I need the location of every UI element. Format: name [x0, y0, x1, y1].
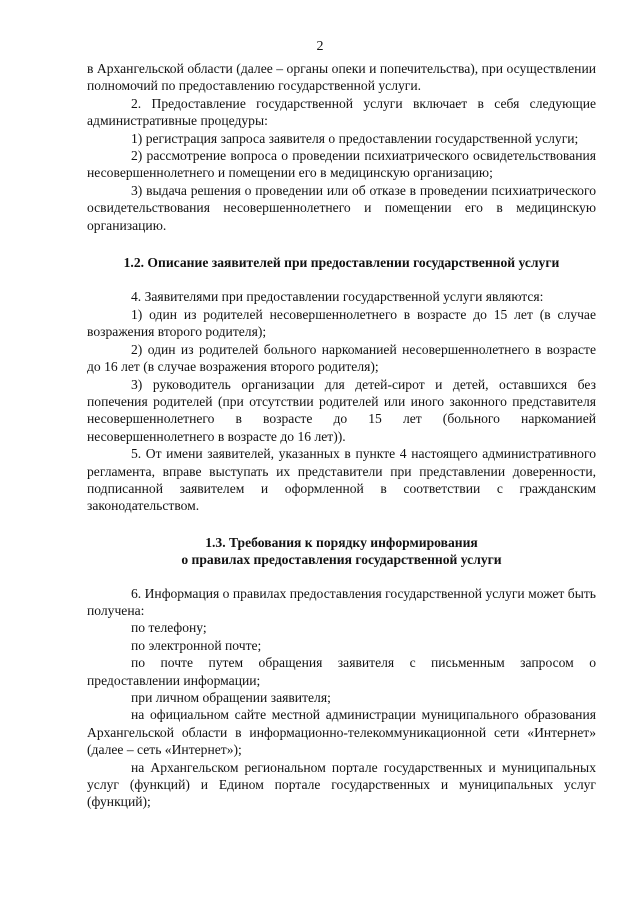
section-heading: [87, 534, 596, 569]
list-item: при личном обращении заявителя;: [131, 690, 331, 705]
paragraph: 4. Заявителями при предоставлении государственной услуги являются:: [131, 289, 544, 305]
list-item: по почте путем обращения заявителя с письменным запросом о предоставлении информации;: [87, 655, 596, 688]
list-item: 3) руководитель организации для детей-сирот и детей, оставшихся без попечения родителей (при отсутствии родителей или иного законного представителя несовершеннолетнего в возрасте до 15 лет (больного наркоманией несовершеннолетнего в возрасте до 16 лет)).: [87, 376, 596, 444]
section-heading: 1.2. Описание заявителей при предоставлении государственной услуги: [123, 255, 560, 271]
page-number: 2: [316, 39, 324, 54]
list-item: на официальном сайте местной администрации муниципального образования Архангельской области в информационно-телекоммуникационной сети «Интернет» (далее – сеть «Интернет»);: [87, 707, 596, 758]
paragraph: 5. От имени заявителей, указанных в пункте 4 настоящего административного регламента, вправе выступать их представители при представлении доверенности, подписанной заявителем и оформленной в соответствии с гражданским законодательством.: [87, 446, 596, 514]
list-item: 2) один из родителей больного наркоманией несовершеннолетнего в возрасте до 16 лет (в случае возражения второго родителя);: [87, 341, 596, 375]
paragraph: в Архангельской области (далее – органы опеки и попечительства), при осуществлении полномочий по предоставлению государственной услуги.: [87, 61, 596, 94]
list-item: 2) рассмотрение вопроса о проведении психиатрического освидетельствования несовершеннолетнего и помещении его в медицинскую организацию;: [87, 148, 596, 181]
list-item: 1) один из родителей несовершеннолетнего в возрасте до 15 лет (в случае возражения второго родителя);: [87, 306, 596, 340]
list-item: по электронной почте;: [131, 637, 262, 653]
list-item: на Архангельском региональном портале государственных и муниципальных услуг (функций) и Едином портале государственных и муниципальных услуг (функций);: [87, 759, 596, 810]
section-heading-line: о правилах предоставления государственной услуги: [181, 552, 502, 568]
section-heading-line: 1.3. Требования к порядку информирования: [205, 534, 478, 550]
list-item: 3) выдача решения о проведении или об отказе в проведении психиатрического освидетельствования несовершеннолетнего и помещении его в медицинскую организацию.: [87, 182, 596, 233]
paragraph: 6. Информация о правилах предоставления государственной услуги может быть получена:: [87, 585, 596, 618]
paragraph: 2. Предоставление государственной услуги включает в себя следующие административные процедуры:: [87, 95, 596, 129]
document-body: [87, 60, 596, 811]
list-item: 1) регистрация запроса заявителя о предоставлении государственной услуги;: [131, 130, 579, 146]
list-item: по телефону;: [131, 620, 207, 636]
